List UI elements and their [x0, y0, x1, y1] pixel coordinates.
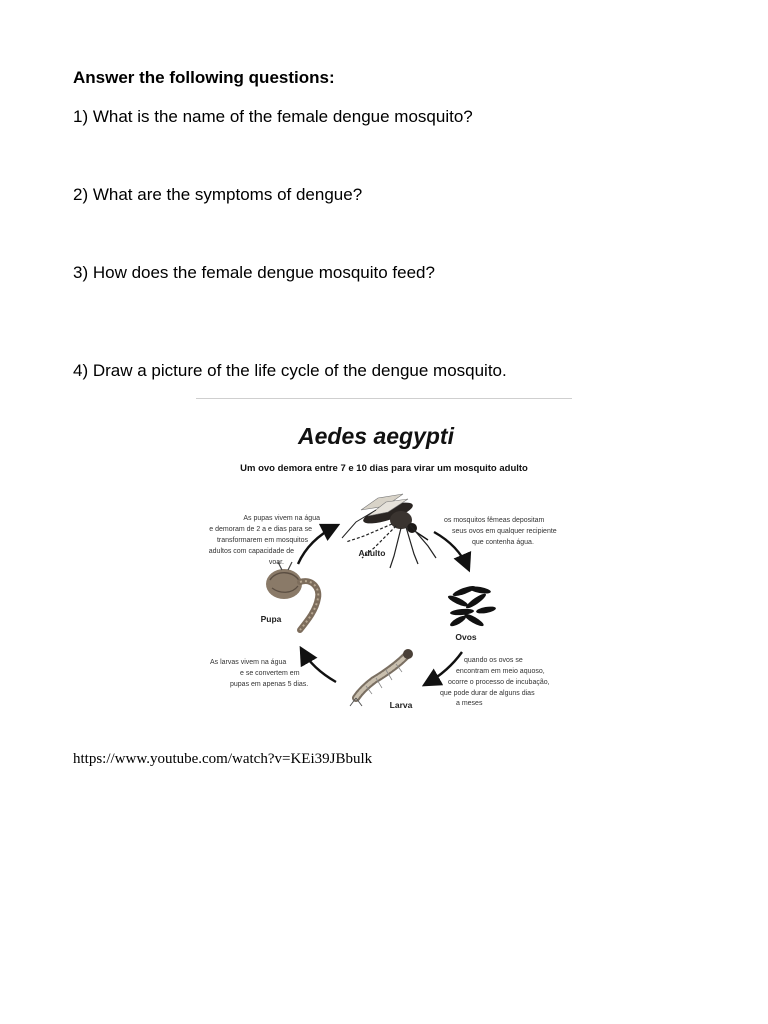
stage-label-adult: Adulto: [358, 548, 386, 558]
cycle-arrow-icon: [302, 650, 336, 682]
note-line: que contenha água.: [472, 539, 534, 546]
stage-label-pupa: Pupa: [260, 614, 282, 624]
stage-label-eggs: Ovos: [455, 632, 477, 642]
note-line: adultos com capacidade de: [208, 548, 294, 555]
note-line: As larvas vivem na água: [210, 659, 287, 666]
stage-label-larva: Larva: [389, 700, 413, 710]
note-line: quando os ovos se: [464, 657, 523, 664]
page-heading: Answer the following questions:: [73, 68, 335, 87]
youtube-link[interactable]: https://www.youtube.com/watch?v=KEi39JBbulk: [73, 751, 373, 767]
note-line: que pode durar de alguns dias: [440, 690, 535, 697]
cycle-arrow-icon: [434, 532, 468, 568]
note-larva: [210, 659, 308, 688]
note-line: e demoram de 2 a e dias para se: [209, 526, 312, 533]
figure-subtitle: Um ovo demora entre 7 e 10 dias para virar um mosquito adulto: [240, 463, 528, 474]
question-1: 1) What is the name of the female dengue mosquito?: [73, 107, 473, 126]
note-pupa: [209, 515, 320, 566]
note-adult: [444, 517, 557, 546]
question-4: 4) Draw a picture of the life cycle of the dengue mosquito.: [73, 361, 507, 380]
mosquito-adult-icon: [342, 494, 436, 568]
note-line: As pupas vivem na água: [243, 515, 320, 522]
note-line: seus ovos em qualquer recipiente: [452, 528, 557, 535]
note-line: a meses: [456, 700, 483, 707]
eggs-icon: [447, 584, 497, 628]
note-line: transformarem em mosquitos: [216, 537, 308, 544]
figure-title: Aedes aegypti: [298, 423, 454, 449]
life-cycle-diagram: [196, 398, 572, 718]
note-line: os mosquitos fêmeas depositam: [444, 517, 545, 524]
life-cycle-figure: [196, 398, 572, 718]
note-line: e se convertem em: [240, 670, 300, 677]
question-2: 2) What are the symptoms of dengue?: [73, 185, 363, 204]
note-line: pupas em apenas 5 dias.: [230, 681, 309, 688]
note-line: encontram em meio aquoso,: [456, 668, 545, 675]
note-line: ocorre o processo de incubação,: [448, 679, 550, 686]
question-3: 3) How does the female dengue mosquito feed?: [73, 263, 435, 282]
larva-icon: [350, 649, 413, 706]
note-eggs: [440, 657, 550, 707]
note-line: voar.: [268, 559, 284, 566]
